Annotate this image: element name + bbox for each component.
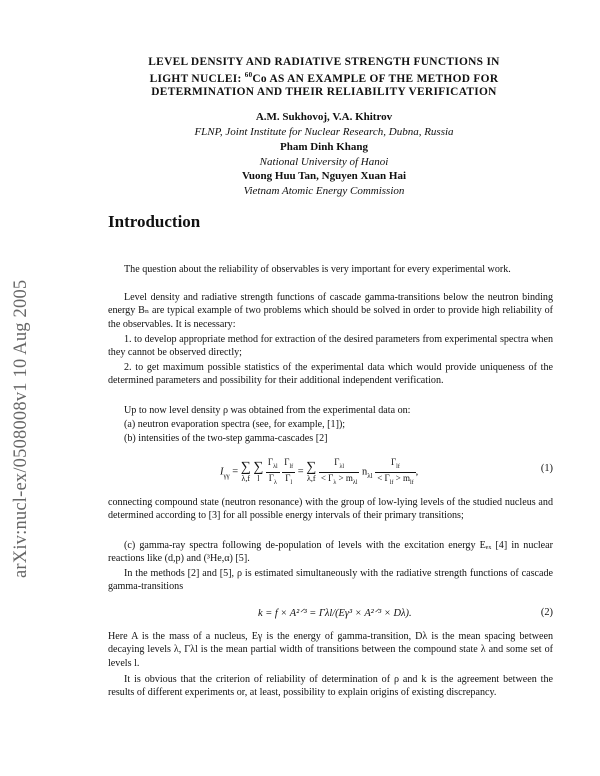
equation-1-number: (1): [540, 463, 553, 474]
paragraph-10: In the methods [2] and [5], ρ is estimated simultaneously with the radiative strength functions of cascade gamma-transitions: [108, 568, 553, 593]
equation-1: [108, 453, 553, 493]
author-affiliation-3: Vietnam Atomic Energy Commission: [243, 185, 405, 197]
paragraph-6: (a) neutron evaporation spectra (see, for example, [1]);: [124, 419, 346, 430]
paragraph-3: 1. to develop appropriate method for extraction of the desired parameters from experimental spectra when they cannot be observed directly;: [108, 334, 553, 359]
paragraph-12: It is obvious that the criterion of reliability of determination of ρ and k is the agreement between the results of different experiments or, at least, possibility to explain origins of existing discrepancy.: [108, 674, 553, 699]
arxiv-id: arXiv:nucl-ex/0508008v1 10 Aug 2005: [11, 279, 31, 578]
paragraph-8: connecting compound state (neutron resonance) with the group of low-lying levels of the studied nucleus and determined according to [3] for all possible energy intervals of their primary transitions;: [108, 497, 553, 522]
paragraph-4: 2. to get maximum possible statistics of the experimental data which would provide uniqueness of the determined parameters and possibility for their additional independent verification.: [108, 362, 553, 387]
equation-2-number: (2): [540, 607, 553, 618]
equation-2-body: k = f × A²ᐟ³ = Γλl/(Eγ³ × A²ᐟ³ × Dλ).: [258, 608, 412, 619]
paragraph-9: (c) gamma-ray spectra following de-population of levels with the excitation energy Eₑₓ [4] in nuclear reactions like (d,p) and (³He,α) [5].: [108, 540, 553, 565]
equation-2: [108, 607, 553, 623]
arxiv-side-stamp: [4, 200, 34, 580]
paper-title: [104, 56, 544, 99]
paragraph-1: The question about the reliability of observables is very important for every experimental work.: [124, 264, 511, 275]
paragraph-7: (b) intensities of the two-step gamma-cascades [2]: [124, 433, 328, 444]
author-affiliation-2: National University of Hanoi: [259, 156, 389, 168]
equation-1-body: $I_{\gamma\gamma}$ = ∑ λ,f ∑ l $\frac{\Gamma_{\lambda l}}{\Gamma_\lambda}$ $\frac{\Gamma_{lf}}{\Gamma_l}$ = ∑ λ,f $\frac{\Gamma_{\lambda l}}{< \Gamma_\lambda > m_{\lambda l}}$ $n_{\lambda l}$ $\frac{\Gamma_{lf}}{< \Gamma_{lf} > m_{lf}}$ ,: [220, 457, 419, 486]
author-names-1: A.M. Sukhovoj, V.A. Khitrov: [255, 111, 393, 123]
title-line-1: LEVEL DENSITY AND RADIATIVE STRENGTH FUNCTIONS IN: [148, 56, 500, 68]
author-names-3: Vuong Huu Tan, Nguyen Xuan Hai: [241, 170, 407, 182]
author-names-2: Pham Dinh Khang: [279, 141, 369, 153]
paragraph-11: Here A is the mass of a nucleus, Eγ is the energy of gamma-transition, Dλ is the mean spacing between decaying levels λ, Γλl is the mean partial width of transitions between the compound state λ and some set of levels l.: [108, 631, 553, 669]
section-heading: Introduction: [108, 212, 201, 231]
paragraph-5: Up to now level density ρ was obtained from the experimental data on:: [124, 405, 411, 416]
paragraph-2: Level density and radiative strength functions of cascade gamma-transitions below the neutron binding energy Bₙ are typical example of two problems which should be solved in order to provide high reliability of the observables. It is necessary:: [108, 292, 553, 330]
title-line-2: LIGHT NUCLEI: $^{60}$Co AS AN EXAMPLE OF THE METHOD FOR: [149, 71, 499, 85]
author-affiliation-1: FLNP, Joint Institute for Nuclear Research, Dubna, Russia: [194, 126, 454, 138]
title-line-3: DETERMINATION AND THEIR RELIABILITY VERIFICATION: [151, 85, 497, 98]
